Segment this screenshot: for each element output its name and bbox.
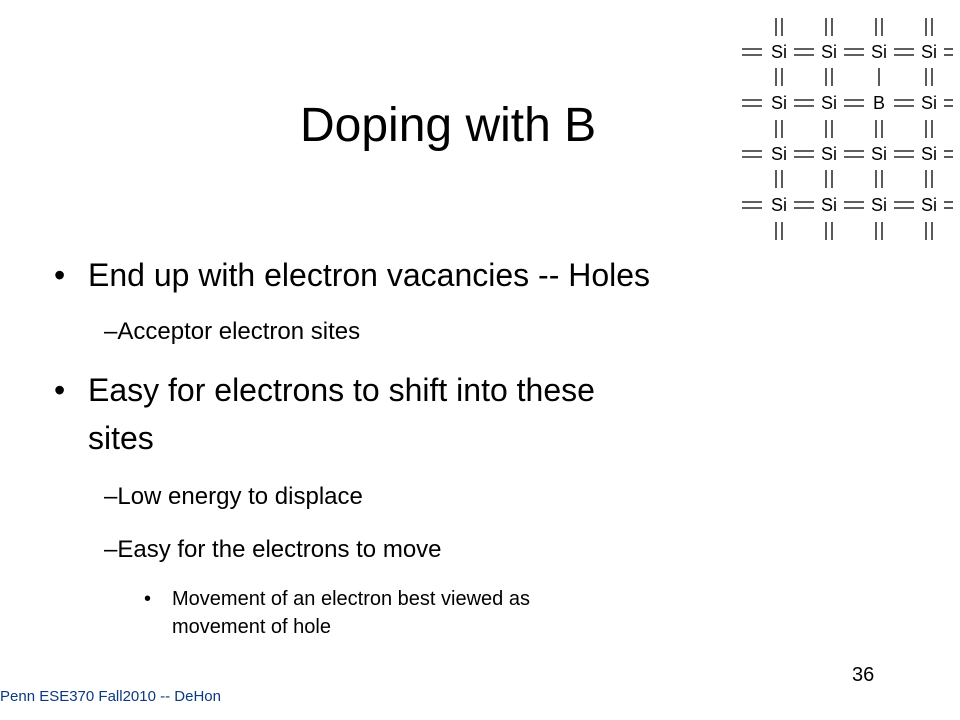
lattice-atom-boron: B (872, 93, 886, 113)
lattice-atom: Si (820, 144, 838, 164)
lattice-atom: Si (920, 93, 938, 113)
bullet-dot: • (54, 372, 66, 408)
lattice-atom: Si (870, 195, 888, 215)
lattice-atom: Si (770, 144, 788, 164)
sub-bullet-easy-move (104, 534, 442, 566)
dash-marker: – (104, 318, 118, 345)
silicon-boron-lattice-diagram (740, 14, 954, 246)
lattice-atom: Si (920, 144, 938, 164)
page-number: 36 (852, 664, 875, 686)
bullet-text-line2: sites (88, 420, 154, 456)
lattice-atom: Si (920, 195, 938, 215)
bullet-dot: • (54, 257, 66, 293)
lattice-atom: Si (870, 42, 888, 62)
sub-sub-bullet-line2: movement of hole (172, 616, 331, 638)
lattice-atom: Si (770, 195, 788, 215)
sub-bullet-low-energy (104, 481, 363, 513)
dash-marker: – (104, 536, 118, 563)
sub-bullet-acceptor (104, 316, 360, 348)
lattice-atom: Si (920, 42, 938, 62)
lattice-atom: Si (770, 93, 788, 113)
lattice-atom: Si (820, 195, 838, 215)
lattice-atom: Si (770, 42, 788, 62)
bullet-text-line1: Easy for electrons to shift into these (88, 372, 595, 408)
sub-bullet-text: Acceptor electron sites (117, 318, 361, 345)
lattice-atom: Si (870, 144, 888, 164)
slide-title: Doping with B (300, 99, 597, 152)
dash-marker: – (104, 483, 118, 510)
sub-bullet-text: Easy for the electrons to move (117, 536, 442, 563)
bullet-text: End up with electron vacancies -- Holes (88, 257, 651, 293)
lattice-atom: Si (820, 93, 838, 113)
sub-sub-bullet-line1: Movement of an electron best viewed as (172, 588, 530, 610)
slide-footer: Penn ESE370 Fall2010 -- DeHon (0, 688, 221, 705)
bullet-dot: • (144, 588, 152, 610)
lattice-atom: Si (820, 42, 838, 62)
sub-bullet-text: Low energy to displace (117, 483, 363, 510)
